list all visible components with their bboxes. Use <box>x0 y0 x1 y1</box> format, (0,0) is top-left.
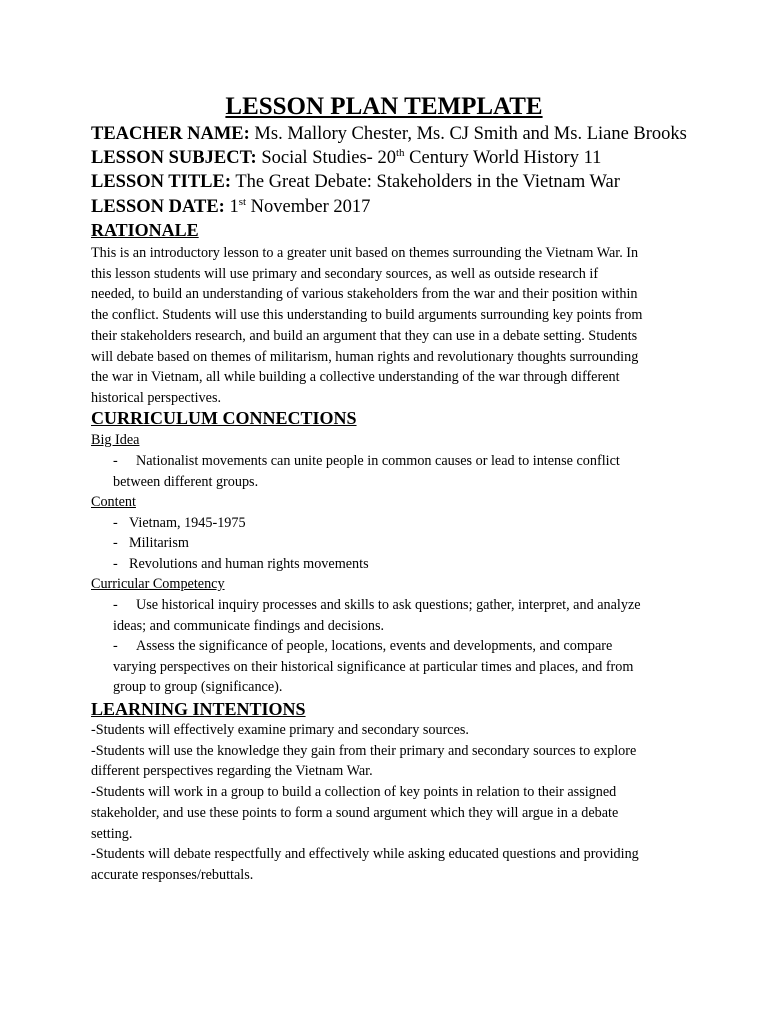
subject-superscript: th <box>395 147 405 159</box>
teacher-name-line <box>91 122 687 146</box>
big-idea-item: - Nationalist movements can unite people in common causes or lead to intense conflict between different groups. <box>113 451 693 492</box>
rationale-line: This is an introductory lesson to a greater unit based on themes surrounding the Vietnam War. In <box>91 245 639 261</box>
rationale-line: their stakeholders research, and build an argument that they can use in a debate setting. Students <box>91 327 638 344</box>
learning-intention-line: different perspectives regarding the Vietnam War. <box>91 763 373 780</box>
learning-intentions-list <box>91 720 691 886</box>
rationale-line: the conflict. Students will use this understanding to build arguments surrounding key points from <box>91 307 643 324</box>
rationale-heading: RATIONALE <box>91 220 199 240</box>
content-item-text: Militarism <box>129 535 189 551</box>
content-item: - Revolutions and human rights movements <box>113 556 369 572</box>
lesson-date-label: LESSON DATE: <box>91 197 225 217</box>
competency-item: - Use historical inquiry processes and skills to ask questions; gather, interpret, and analyze ideas; and communicate findings and decisions. <box>113 595 693 636</box>
date-superscript: st <box>238 196 247 208</box>
content-item: - Vietnam, 1945-1975 <box>113 515 246 531</box>
document-title: LESSON PLAN TEMPLATE <box>225 93 543 120</box>
big-idea-label: Big Idea <box>91 432 140 448</box>
competency-text-cont: group to group (significance). <box>113 679 283 696</box>
rationale-line: needed, to build an understanding of various stakeholders from the war and their position within <box>91 286 638 303</box>
rationale-line: this lesson students will use primary and secondary sources, as well as outside research if <box>91 265 599 282</box>
curricular-competency-label: Curricular Competency <box>91 576 225 592</box>
learning-intentions-heading: LEARNING INTENTIONS <box>91 699 306 719</box>
big-idea-text-cont: between different groups. <box>113 473 259 490</box>
teacher-name-value: Ms. Mallory Chester, Ms. CJ Smith and Ms. Liane Brooks <box>254 124 687 144</box>
lesson-title-label: LESSON TITLE: <box>91 172 232 192</box>
big-idea-text: Nationalist movements can unite people in common causes or lead to intense conflict <box>136 453 620 469</box>
content-item-text: Vietnam, 1945-1975 <box>129 515 246 531</box>
curriculum-connections-heading: CURRICULUM CONNECTIONS <box>91 408 357 428</box>
learning-intention-line: setting. <box>91 825 133 842</box>
rationale-line: the war in Vietnam, all while building a collective understanding of the war through different <box>91 369 620 386</box>
content-label: Content <box>91 494 136 510</box>
lesson-date-value <box>229 197 370 217</box>
content-item-text: Revolutions and human rights movements <box>129 556 369 572</box>
date-suffix: November 2017 <box>250 197 371 217</box>
subject-suffix: Century World History 11 <box>409 148 602 168</box>
rationale-line: historical perspectives. <box>91 389 222 406</box>
lesson-title-value: The Great Debate: Stakeholders in the Vietnam War <box>235 172 620 192</box>
rationale-line: will debate based on themes of militarism, human rights and revolutionary thoughts surrounding <box>91 348 639 365</box>
teacher-name-label: TEACHER NAME: <box>91 124 250 144</box>
learning-intention-line: -Students will work in a group to build a collection of key points in relation to their assigned <box>91 784 617 801</box>
lesson-subject-value <box>261 148 601 168</box>
learning-intention-line: stakeholder, and use these points to form a sound argument which they will argue in a debate <box>91 804 619 821</box>
rationale-paragraph <box>91 243 691 409</box>
date-prefix: 1 <box>229 197 239 217</box>
competency-item: - Assess the significance of people, locations, events and developments, and compare varying perspectives on their historical significance at particular times and places, and from group to group (significance). <box>113 636 693 698</box>
content-item: - Militarism <box>113 535 189 551</box>
competency-text-cont: ideas; and communicate findings and decisions. <box>113 617 385 634</box>
competency-text-cont: varying perspectives on their historical significance at particular times and places, and from <box>113 658 634 675</box>
lesson-date-line <box>91 195 370 219</box>
learning-intention-line: -Students will effectively examine primary and secondary sources. <box>91 722 469 738</box>
learning-intention-line: -Students will use the knowledge they gain from their primary and secondary sources to explore <box>91 742 637 759</box>
lesson-subject-line <box>91 146 601 170</box>
subject-prefix: Social Studies- 20 <box>261 148 396 168</box>
lesson-title-line <box>91 170 620 194</box>
learning-intention-line: accurate responses/rebuttals. <box>91 866 254 883</box>
competency-text: Use historical inquiry processes and skills to ask questions; gather, interpret, and analyze <box>136 597 641 613</box>
learning-intention-line: -Students will debate respectfully and effectively while asking educated questions and providing <box>91 846 639 863</box>
lesson-subject-label: LESSON SUBJECT: <box>91 148 257 168</box>
competency-text: Assess the significance of people, locations, events and developments, and compare <box>136 638 613 654</box>
